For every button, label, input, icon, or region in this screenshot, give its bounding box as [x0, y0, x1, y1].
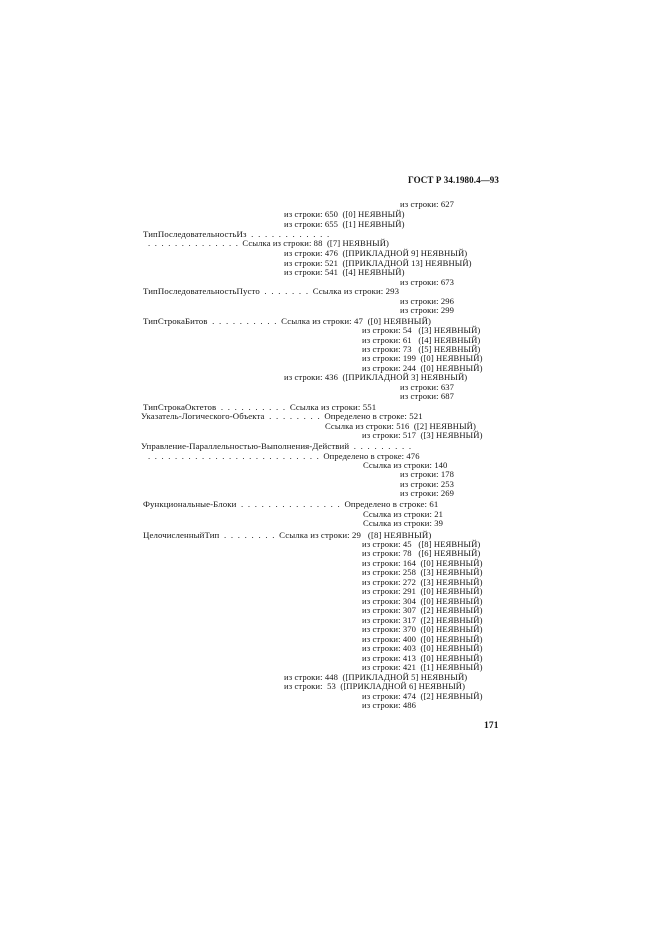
index-line: из строки: 78 ([6] НЕЯВНЫЙ): [362, 548, 481, 558]
index-line: из строки: 476 ([ПРИКЛАДНОЙ 9] НЕЯВНЫЙ): [284, 248, 468, 258]
index-line: из строки: 73 ([5] НЕЯВНЫЙ): [362, 344, 481, 354]
index-line: . . . . . . . . . . . . . . Ссылка из строки: 88 ([7] НЕЯВНЫЙ): [148, 238, 389, 248]
index-entry-title: Управление-Параллельностью-Выполнения-Действий . . . . . . . . .: [141, 441, 412, 451]
index-line: из строки: 421 ([1] НЕЯВНЫЙ): [362, 662, 483, 672]
running-header: ГОСТ Р 34.1980.4—93: [408, 175, 500, 185]
index-line: из строки: 258 ([3] НЕЯВНЫЙ): [362, 567, 483, 577]
index-line: из строки: 178: [400, 469, 455, 479]
index-line: из строки: 474 ([2] НЕЯВНЫЙ): [362, 691, 483, 701]
index-line: из строки: 650 ([0] НЕЯВНЫЙ): [284, 209, 405, 219]
index-line: из строки: 400 ([0] НЕЯВНЫЙ): [362, 634, 483, 644]
index-line: из строки: 317 ([2] НЕЯВНЫЙ): [362, 615, 483, 625]
index-line: из строки: 253: [400, 479, 455, 489]
index-entry-title: Указатель-Логического-Объекта . . . . . . . . Определено в строке: 521: [141, 411, 423, 421]
index-line: из строки: 307 ([2] НЕЯВНЫЙ): [362, 605, 483, 615]
index-line: из строки: 291 ([0] НЕЯВНЫЙ): [362, 586, 483, 596]
index-line: из строки: 53 ([ПРИКЛАДНОЙ 6] НЕЯВНЫЙ): [284, 681, 466, 691]
index-line: из строки: 269: [400, 488, 455, 498]
index-line: из строки: 448 ([ПРИКЛАДНОЙ 5] НЕЯВНЫЙ): [284, 672, 468, 682]
index-line: из строки: 272 ([3] НЕЯВНЫЙ): [362, 577, 483, 587]
index-line: из строки: 486: [362, 700, 417, 710]
index-line: из строки: 517 ([3] НЕЯВНЫЙ): [362, 430, 483, 440]
index-line: из строки: 436 ([ПРИКЛАДНОЙ 3] НЕЯВНЫЙ): [284, 372, 468, 382]
index-line: из строки: 655 ([1] НЕЯВНЫЙ): [284, 219, 405, 229]
index-entry-title: ТипСтрокаБитов . . . . . . . . . . Ссылка из строки: 47 ([0] НЕЯВНЫЙ): [143, 316, 432, 326]
index-line: Ссылка из строки: 39: [363, 518, 444, 528]
index-line: из строки: 296: [400, 296, 455, 306]
index-line: из строки: 627: [400, 199, 455, 209]
index-line: из строки: 673: [400, 277, 455, 287]
index-entry-title: ТипПоследовательностьПусто . . . . . . . Ссылка из строки: 293: [143, 286, 400, 296]
index-line: из строки: 164 ([0] НЕЯВНЫЙ): [362, 558, 483, 568]
index-line: из строки: 370 ([0] НЕЯВНЫЙ): [362, 624, 483, 634]
index-line: из строки: 637: [400, 382, 455, 392]
index-line: из строки: 199 ([0] НЕЯВНЫЙ): [362, 353, 483, 363]
index-line: из строки: 299: [400, 305, 455, 315]
index-entry-title: Функциональные-Блоки . . . . . . . . . . . . . . . Определено в строке: 61: [143, 499, 439, 509]
index-line: Ссылка из строки: 140: [363, 460, 448, 470]
index-line: из строки: 403 ([0] НЕЯВНЫЙ): [362, 643, 483, 653]
index-line: Ссылка из строки: 21: [363, 509, 444, 519]
index-line: Ссылка из строки: 516 ([2] НЕЯВНЫЙ): [325, 421, 476, 431]
index-line: из строки: 54 ([3] НЕЯВНЫЙ): [362, 325, 481, 335]
index-line: из строки: 687: [400, 391, 455, 401]
index-line: из строки: 541 ([4] НЕЯВНЫЙ): [284, 267, 405, 277]
index-line: из строки: 521 ([ПРИКЛАДНОЙ 13] НЕЯВНЫЙ): [284, 258, 472, 268]
index-entry-title: ЦелочисленныйТип . . . . . . . . Ссылка из строки: 29 ([8] НЕЯВНЫЙ): [143, 530, 432, 540]
index-line: из строки: 61 ([4] НЕЯВНЫЙ): [362, 335, 481, 345]
index-line: из строки: 45 ([8] НЕЯВНЫЙ): [362, 539, 481, 549]
index-entry-title: ТипСтрокаОктетов . . . . . . . . . . Ссылка из строки: 551: [143, 402, 377, 412]
index-line: из строки: 244 ([0] НЕЯВНЫЙ): [362, 363, 483, 373]
index-line: из строки: 304 ([0] НЕЯВНЫЙ): [362, 596, 483, 606]
index-entry-title: ТипПоследовательностьИз . . . . . . . . . . . .: [143, 229, 330, 239]
page-number: 171: [484, 721, 499, 731]
index-line: . . . . . . . . . . . . . . . . . . . . . . . . . . Определено в строке: 476: [148, 451, 420, 461]
index-line: из строки: 413 ([0] НЕЯВНЫЙ): [362, 653, 483, 663]
